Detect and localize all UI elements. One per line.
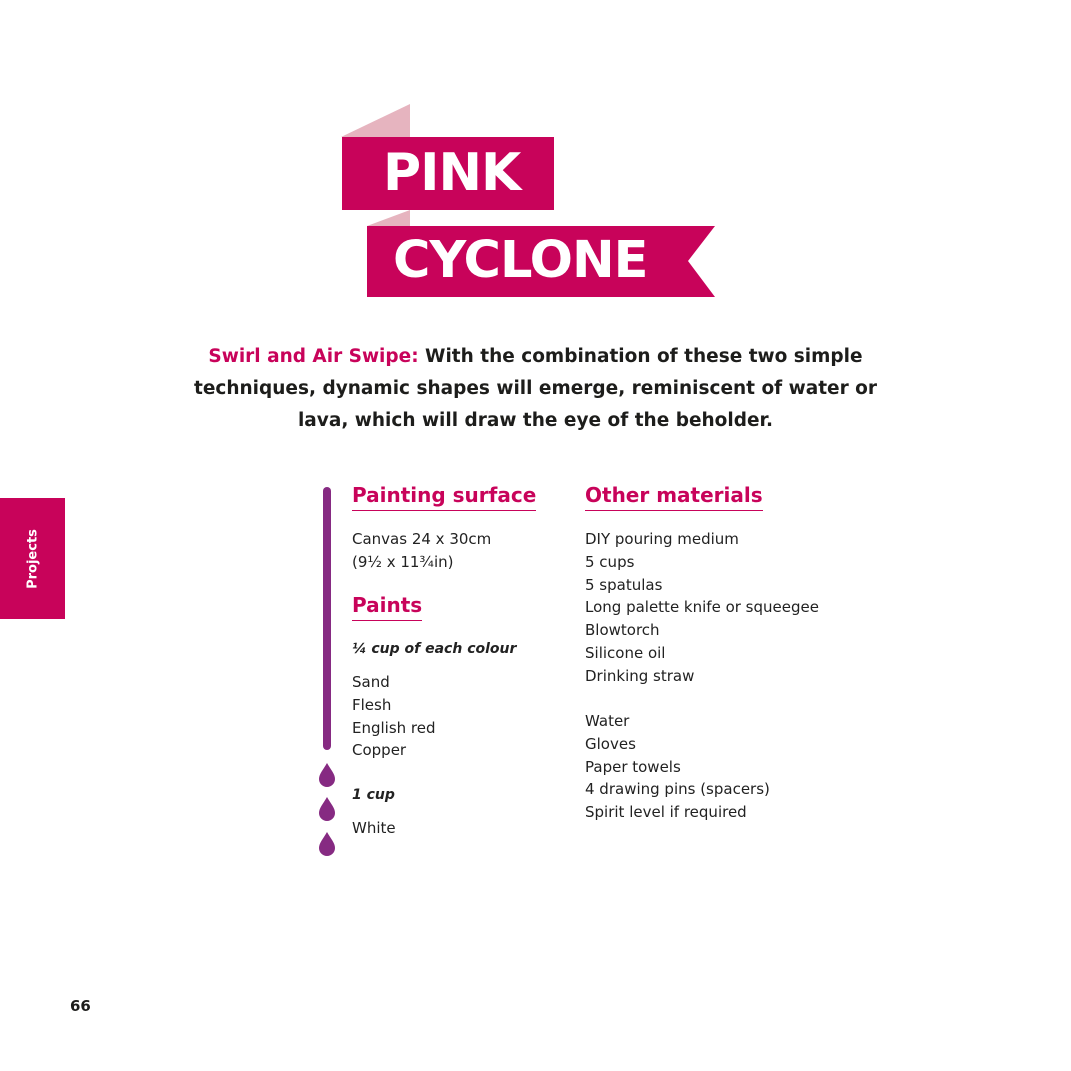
paints-heading: Paints: [352, 592, 422, 621]
section-tab-label: Projects: [25, 528, 40, 589]
ribbon-fold-middle: [367, 210, 410, 226]
list-item: Gloves: [585, 734, 636, 753]
list-item: Drinking straw: [585, 666, 695, 685]
section-tab: [0, 498, 65, 619]
page-number: 66: [70, 997, 91, 1015]
paints-quantity-note: ¼ cup of each colour: [352, 641, 517, 657]
list-item: Sand: [352, 673, 390, 691]
other-materials-heading: Other materials: [585, 482, 763, 511]
list-item: 4 drawing pins (spacers): [585, 780, 770, 799]
painting-surface-list: [352, 528, 491, 574]
paint-bar: [323, 487, 331, 750]
title-line-1: PINK: [383, 143, 521, 203]
list-item: Silicone oil: [585, 643, 666, 662]
intro-lead: Swirl and Air Swipe:: [208, 346, 419, 367]
paint-drop-icon: [319, 797, 335, 821]
painting-surface-heading: Painting surface: [352, 482, 536, 511]
paint-drop-icon: [319, 763, 335, 787]
intro-text: With the combination of these two simple techniques, dynamic shapes will emerge, reminiscent of water or lava, which will draw the eye of the beholder.: [193, 346, 878, 431]
list-item: Copper: [352, 741, 407, 760]
paint-drip-graphic: [310, 484, 344, 864]
white-quantity-note: 1 cup: [352, 787, 395, 803]
other-materials-list: [585, 528, 819, 688]
title-banner: [0, 0, 1071, 320]
list-item: 5 spatulas: [585, 575, 663, 594]
list-item: English red: [352, 718, 436, 737]
list-item: Canvas 24 x 30cm: [352, 530, 492, 548]
list-item: Blowtorch: [585, 621, 660, 640]
list-item: (9½ x 11¾in): [352, 552, 454, 571]
title-line-2: CYCLONE: [393, 231, 648, 290]
ribbon-fold-top: [341, 104, 410, 137]
paint-drop-icon: [319, 832, 335, 856]
paints-list: [352, 671, 436, 762]
list-item: 5 cups: [585, 552, 635, 571]
list-item: Spirit level if required: [585, 803, 747, 822]
white-paint-list: [352, 817, 396, 840]
list-item: Paper towels: [585, 757, 681, 776]
intro-paragraph: [180, 341, 891, 437]
list-item: Flesh: [352, 695, 392, 714]
other-materials-list-2: [585, 710, 770, 824]
list-item: White: [352, 819, 396, 837]
list-item: Long palette knife or squeegee: [585, 598, 819, 617]
list-item: DIY pouring medium: [585, 530, 739, 548]
list-item: Water: [585, 712, 630, 730]
